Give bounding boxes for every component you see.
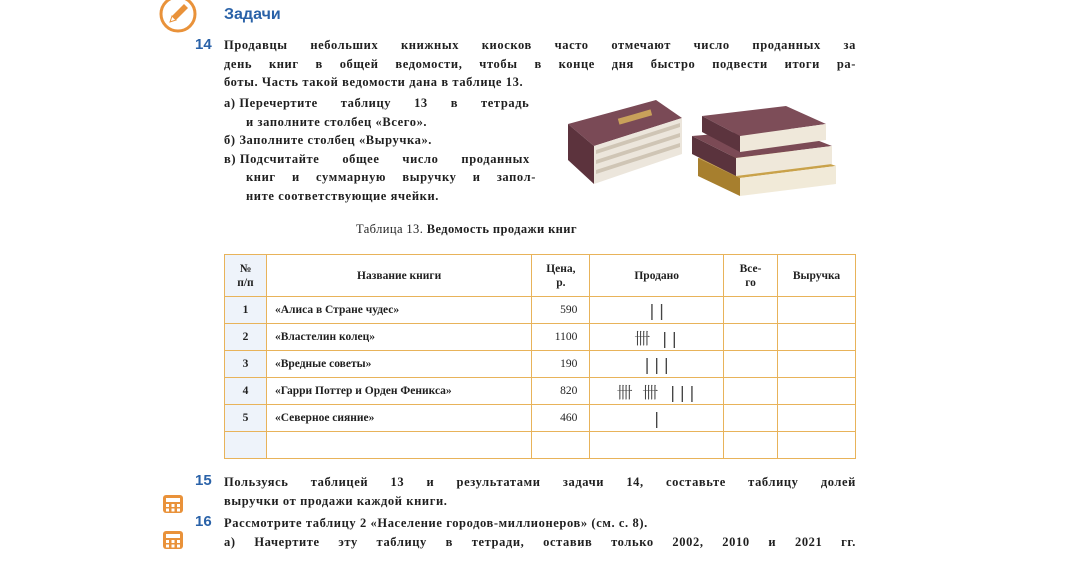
- row-price: 820: [532, 378, 590, 405]
- task-15-text: [224, 473, 856, 510]
- row-revenue: [778, 297, 856, 324]
- totals-name: [266, 432, 531, 459]
- table-row: [225, 324, 856, 351]
- task-15-line: выручки от продажи каждой книги.: [224, 493, 448, 508]
- table-row: [225, 378, 856, 405]
- task-15-line: Пользуясь таблицей 13 и результатами задачи 14, составьте таблицу долей: [224, 475, 856, 489]
- item-line: Подсчитайте общее число проданных: [239, 151, 530, 166]
- row-tally: ||: [590, 297, 724, 324]
- item-label: б): [224, 133, 236, 147]
- header-num: [225, 255, 267, 297]
- row-total: [724, 405, 778, 432]
- row-total: [724, 324, 778, 351]
- header-total: [724, 255, 778, 297]
- header-name: Название книги: [266, 255, 531, 297]
- row-total: [724, 378, 778, 405]
- row-book-name: «Северное сияние»: [266, 405, 531, 432]
- row-price: 590: [532, 297, 590, 324]
- totals-num: [225, 432, 267, 459]
- item-line: книг и суммарную выручку и запол-: [246, 170, 536, 184]
- task-14-item-c: [224, 150, 544, 206]
- task-14-number: 14: [195, 36, 212, 53]
- row-num: 4: [225, 378, 267, 405]
- table-row: [225, 297, 856, 324]
- totals-price: [532, 432, 590, 459]
- totals-revenue: [778, 432, 856, 459]
- table-caption: [356, 222, 577, 237]
- row-total: [724, 297, 778, 324]
- task-16-line: Рассмотрите таблицу 2 «Население городов-миллионеров» (см. с. 8).: [224, 516, 648, 530]
- section-title: Задачи: [224, 6, 281, 23]
- table-row-totals: [225, 432, 856, 459]
- header-text: го: [745, 276, 756, 289]
- row-num: 1: [225, 297, 267, 324]
- task-14-intro: [224, 36, 856, 92]
- row-total: [724, 351, 778, 378]
- caption-prefix: Таблица 13.: [356, 222, 424, 236]
- row-price: 190: [532, 351, 590, 378]
- row-revenue: [778, 378, 856, 405]
- header-text: п/п: [237, 276, 254, 289]
- row-num: 5: [225, 405, 267, 432]
- item-line: и заполните столбец «Всего».: [246, 114, 428, 129]
- task-14-intro-line: боты. Часть такой ведомости дана в таблице 13.: [224, 75, 524, 89]
- header-price: [532, 255, 590, 297]
- task-14-item-a: [224, 94, 544, 131]
- task-16-number: 16: [195, 513, 212, 530]
- task-14-intro-line: Продавцы небольших книжных киосков часто отмечают число проданных за: [224, 38, 856, 52]
- row-book-name: «Властелин колец»: [266, 324, 531, 351]
- task-15-number: 15: [195, 472, 212, 489]
- row-price: 460: [532, 405, 590, 432]
- header-sold: Продано: [590, 255, 724, 297]
- totals-total: [724, 432, 778, 459]
- header-text: Все-: [739, 262, 762, 275]
- row-tally: |: [590, 405, 724, 432]
- row-num: 3: [225, 351, 267, 378]
- row-tally: 卌 卌 |||: [590, 378, 724, 405]
- item-line: ните соответствующие ячейки.: [246, 188, 439, 203]
- row-book-name: «Гарри Поттер и Орден Феникса»: [266, 378, 531, 405]
- row-book-name: «Алиса в Стране чудес»: [266, 297, 531, 324]
- header-text: р.: [556, 276, 566, 289]
- task-14-items: [224, 94, 544, 205]
- caption-title: Ведомость продажи книг: [426, 222, 577, 236]
- table-row: [225, 405, 856, 432]
- task-14-intro-line: день книг в общей ведомости, чтобы в конце дня быстро подвести итоги ра-: [224, 56, 856, 71]
- row-revenue: [778, 351, 856, 378]
- table-header-row: [225, 255, 856, 297]
- pencil-icon: [158, 0, 200, 34]
- task-16-text: [224, 514, 856, 551]
- item-label: а): [224, 96, 236, 110]
- table-row: [225, 351, 856, 378]
- calculator-icon: [162, 494, 184, 514]
- task-16-item-a: а) Начертите эту таблицу в тетради, оставив только 2002, 2010 и 2021 гг.: [224, 534, 856, 549]
- item-line: Перечертите таблицу 13 в тетрадь: [239, 96, 530, 110]
- row-price: 1100: [532, 324, 590, 351]
- row-revenue: [778, 324, 856, 351]
- row-tally: |||: [590, 351, 724, 378]
- header-text: №: [239, 262, 252, 275]
- row-revenue: [778, 405, 856, 432]
- header-text: Цена,: [546, 262, 576, 275]
- books-illustration: [560, 96, 860, 206]
- sales-table: [224, 254, 856, 459]
- item-line: Заполните столбец «Выручка».: [239, 133, 433, 147]
- row-num: 2: [225, 324, 267, 351]
- row-tally: 卌 ||: [590, 324, 724, 351]
- task-14-item-b: [224, 131, 544, 150]
- calculator-icon: [162, 530, 184, 550]
- header-revenue: Выручка: [778, 255, 856, 297]
- item-label: в): [224, 151, 237, 166]
- totals-sold: [590, 432, 724, 459]
- row-book-name: «Вредные советы»: [266, 351, 531, 378]
